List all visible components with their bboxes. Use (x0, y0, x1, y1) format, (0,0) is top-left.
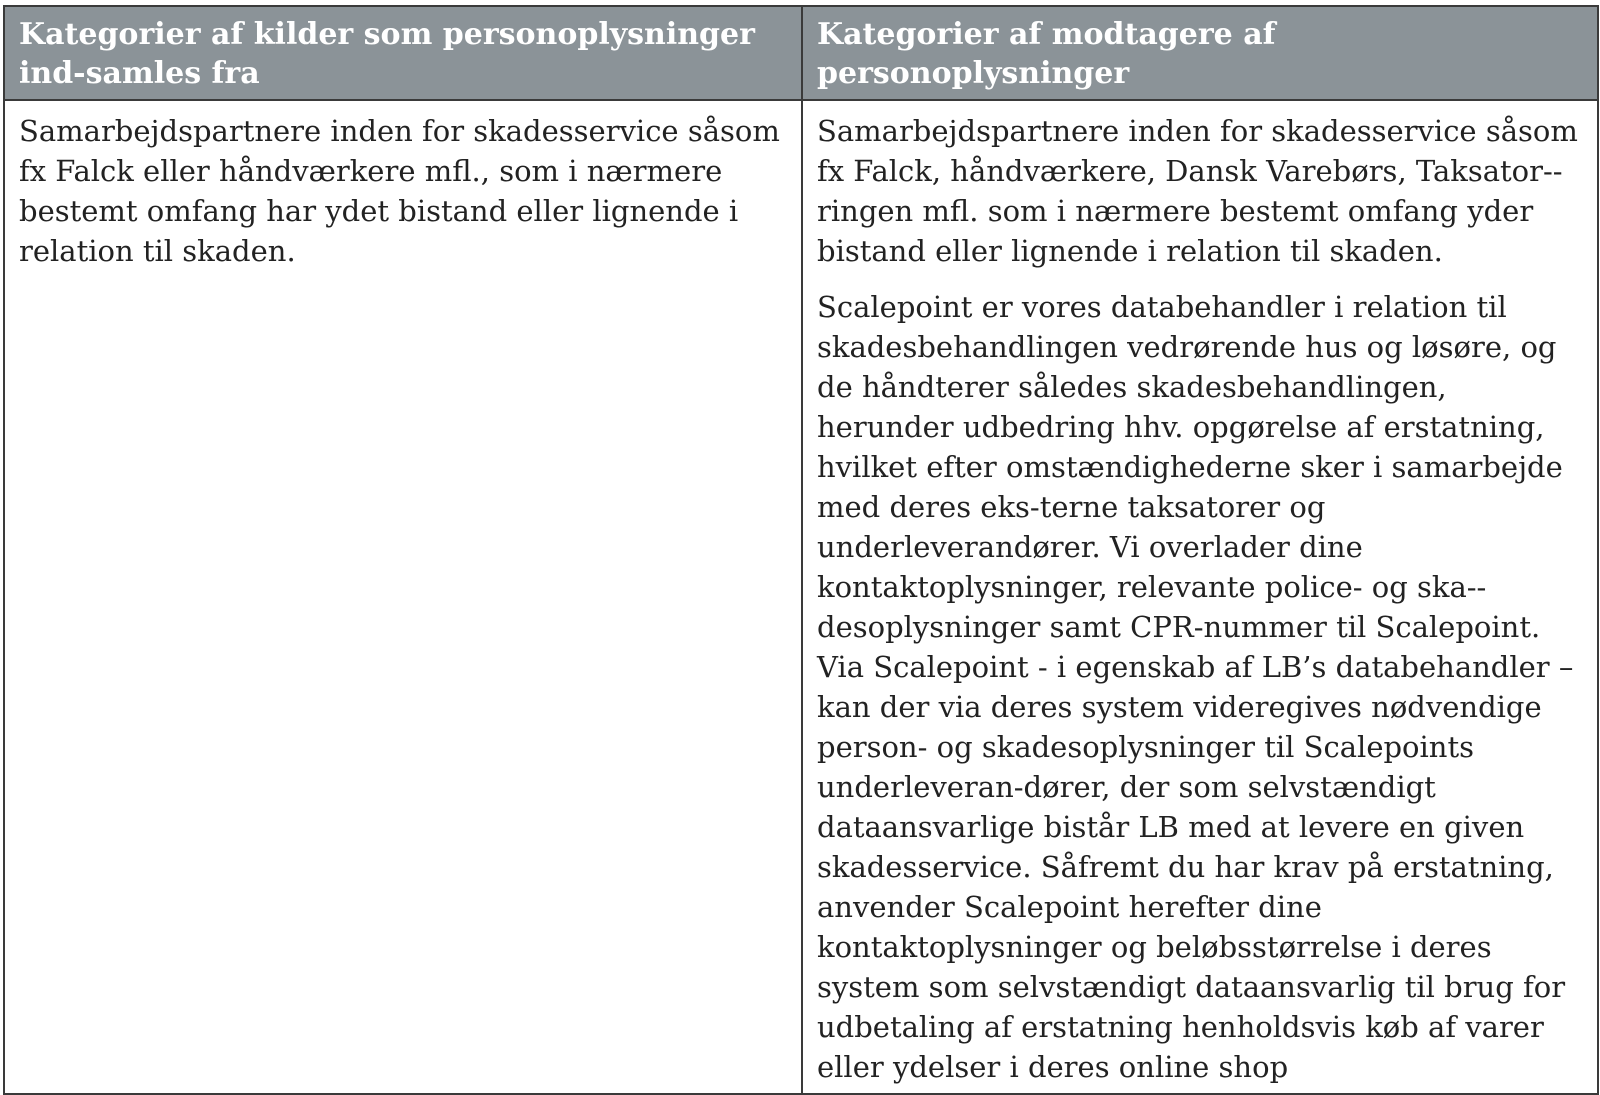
cell-recipients (802, 100, 1598, 1094)
header-sources: Kategorier af kilder som personoplysninger ind-samles fra (4, 6, 802, 100)
header-row (4, 6, 1598, 100)
table-row (4, 100, 1598, 1094)
recipients-paragraph-scalepoint: Scalepoint er vores databehandler i relation til skadesbehandlingen vedrørende hus og løsøre, og de håndterer således skadesbehandlingen, herunder udbedring hhv. opgørelse af erstatning, hvilket efter omstændighederne sker i samarbejde med deres eks-terne taksatorer og underleverandører. Vi overlader dine kontaktoplysninger, relevante police- og ska-desoplysninger samt CPR-nummer til Scalepoint. Via Scalepoint - i egenskab af LB’s databehandler – kan der via deres system videregives nødvendige person- og skadesoplysninger til Scalepoints underleveran-dører, der som selvstændigt dataansvarlige bistår LB med at levere en given skadesservice. Såfremt du har krav på erstatning, anvender Scalepoint herefter dine kontaktoplysninger og beløbsstørrelse i deres system som selvstændigt dataansvarlig til brug for udbetaling af erstatning henholdsvis køb af varer eller ydelser i deres online shop (817, 290, 1574, 1084)
cell-sources (4, 100, 802, 1094)
header-recipients: Kategorier af modtagere af personoplysninger (802, 6, 1598, 100)
recipients-paragraph-partners: Samarbejdspartnere inden for skadesservice såsom fx Falck, håndværkere, Dansk Varebørs, Taksator-ringen mfl. som i nærmere bestemt omfang yder bistand eller lignende i relation til skaden. (817, 114, 1578, 268)
info-table (3, 5, 1599, 1095)
sources-paragraph: Samarbejdspartnere inden for skadesservice såsom fx Falck eller håndværkere mfl., som i nærmere bestemt omfang har ydet bistand eller lignende i relation til skaden. (19, 114, 780, 268)
